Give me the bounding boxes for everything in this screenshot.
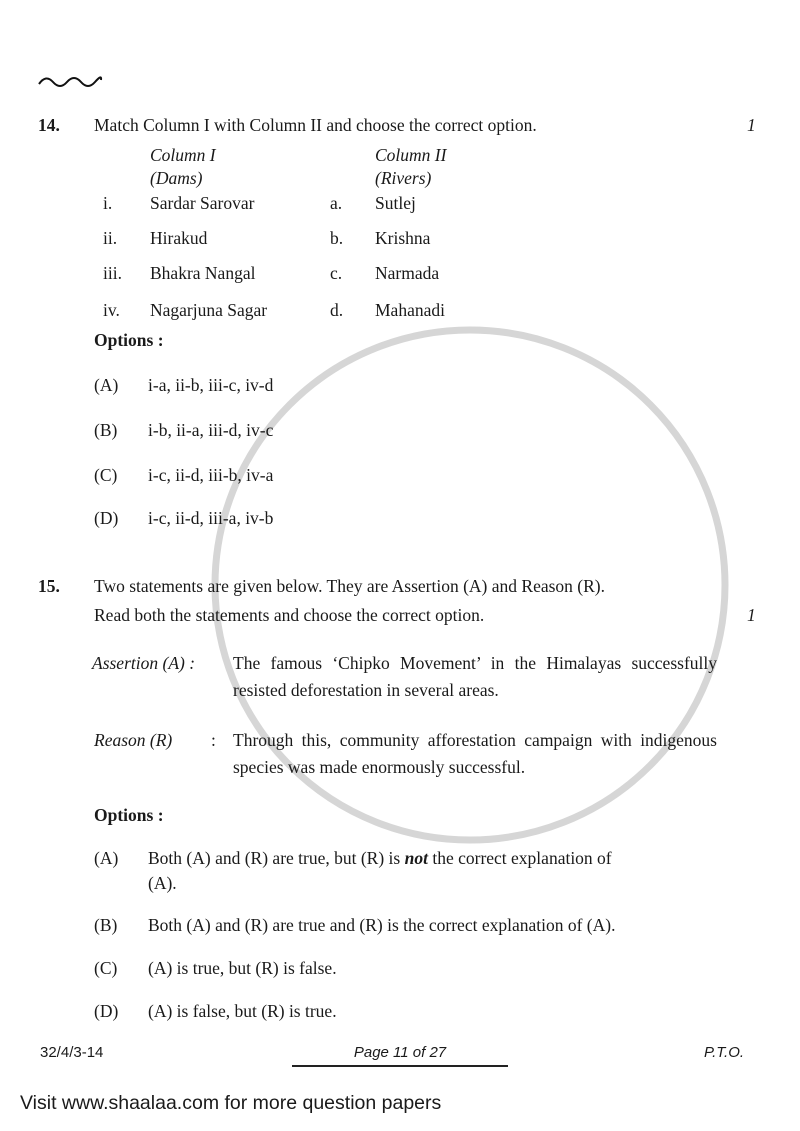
option-label: (C) (94, 958, 118, 978)
option-label: (A) (94, 375, 119, 395)
col1-title: Column I (150, 145, 216, 165)
shaalaa-banner: Visit www.shaalaa.com for more question papers (20, 1092, 442, 1114)
option-label: (C) (94, 465, 118, 485)
option-text (148, 847, 612, 869)
row-letter: b. (330, 228, 344, 248)
row-letter: c. (330, 263, 343, 283)
q15-options-label: Options : (94, 805, 164, 825)
option-label: (B) (94, 420, 118, 440)
reason-colon: : (211, 730, 216, 750)
option-text-line2: (A). (148, 873, 177, 893)
col2-title: Column II (375, 145, 447, 165)
page-number: Page 11 of 27 (353, 1044, 447, 1061)
tilde-mark-icon (37, 74, 103, 88)
col1-sub: (Dams) (150, 168, 203, 188)
assertion-text: The famous ‘Chipko Movement’ in the Himalayas successfully resisted deforestation in several areas. (233, 653, 717, 700)
row-num: iii. (103, 263, 122, 283)
option-text-pre: Both (A) and (R) are true, but (R) is (148, 848, 405, 868)
option-label: (A) (94, 848, 119, 868)
q14-marks: 1 (747, 115, 756, 135)
option-text-emphasis: not (404, 848, 428, 868)
paper-code: 32/4/3-14 (40, 1044, 104, 1061)
option-text: i-a, ii-b, iii-c, iv-d (148, 375, 274, 395)
q14-options-label: Options : (94, 330, 164, 350)
q14-number: 14. (38, 115, 60, 135)
q14-text: Match Column I with Column II and choose the correct option. (94, 115, 537, 135)
river-name: Krishna (375, 228, 431, 248)
reason-text: Through this, community afforestation campaign with indigenous species was made enormously successful. (233, 730, 717, 777)
option-text-post: the correct explanation of (427, 848, 612, 868)
option-label: (B) (94, 915, 118, 935)
row-letter: d. (330, 300, 344, 320)
reason-label: Reason (R) (94, 730, 173, 750)
dam-name: Hirakud (150, 228, 208, 248)
option-text: i-c, ii-d, iii-b, iv-a (148, 465, 274, 485)
assertion-label: Assertion (A) : (92, 653, 196, 673)
dam-name: Bhakra Nangal (150, 263, 256, 283)
option-text: Both (A) and (R) are true and (R) is the correct explanation of (A). (148, 915, 616, 935)
option-label: (D) (94, 1001, 119, 1021)
option-text: (A) is true, but (R) is false. (148, 958, 337, 978)
river-name: Mahanadi (375, 300, 445, 320)
col2-sub: (Rivers) (375, 168, 432, 188)
dam-name: Nagarjuna Sagar (150, 300, 268, 320)
row-num: iv. (103, 300, 120, 320)
option-label: (D) (94, 508, 119, 528)
option-text: (A) is false, but (R) is true. (148, 1001, 337, 1021)
dam-name: Sardar Sarovar (150, 193, 255, 213)
row-letter: a. (330, 193, 343, 213)
q15-number: 15. (38, 576, 60, 596)
pto-text: P.T.O. (704, 1044, 745, 1061)
river-name: Narmada (375, 263, 440, 283)
option-text: i-b, ii-a, iii-d, iv-c (148, 420, 274, 440)
option-text: i-c, ii-d, iii-a, iv-b (148, 508, 274, 528)
page-number-underline (292, 1065, 508, 1067)
q15-line2: Read both the statements and choose the correct option. (94, 605, 485, 625)
row-num: ii. (103, 228, 118, 248)
q15-line1: Two statements are given below. They are Assertion (A) and Reason (R). (94, 576, 605, 596)
q15-marks: 1 (747, 605, 756, 625)
row-num: i. (103, 193, 113, 213)
river-name: Sutlej (375, 193, 416, 213)
